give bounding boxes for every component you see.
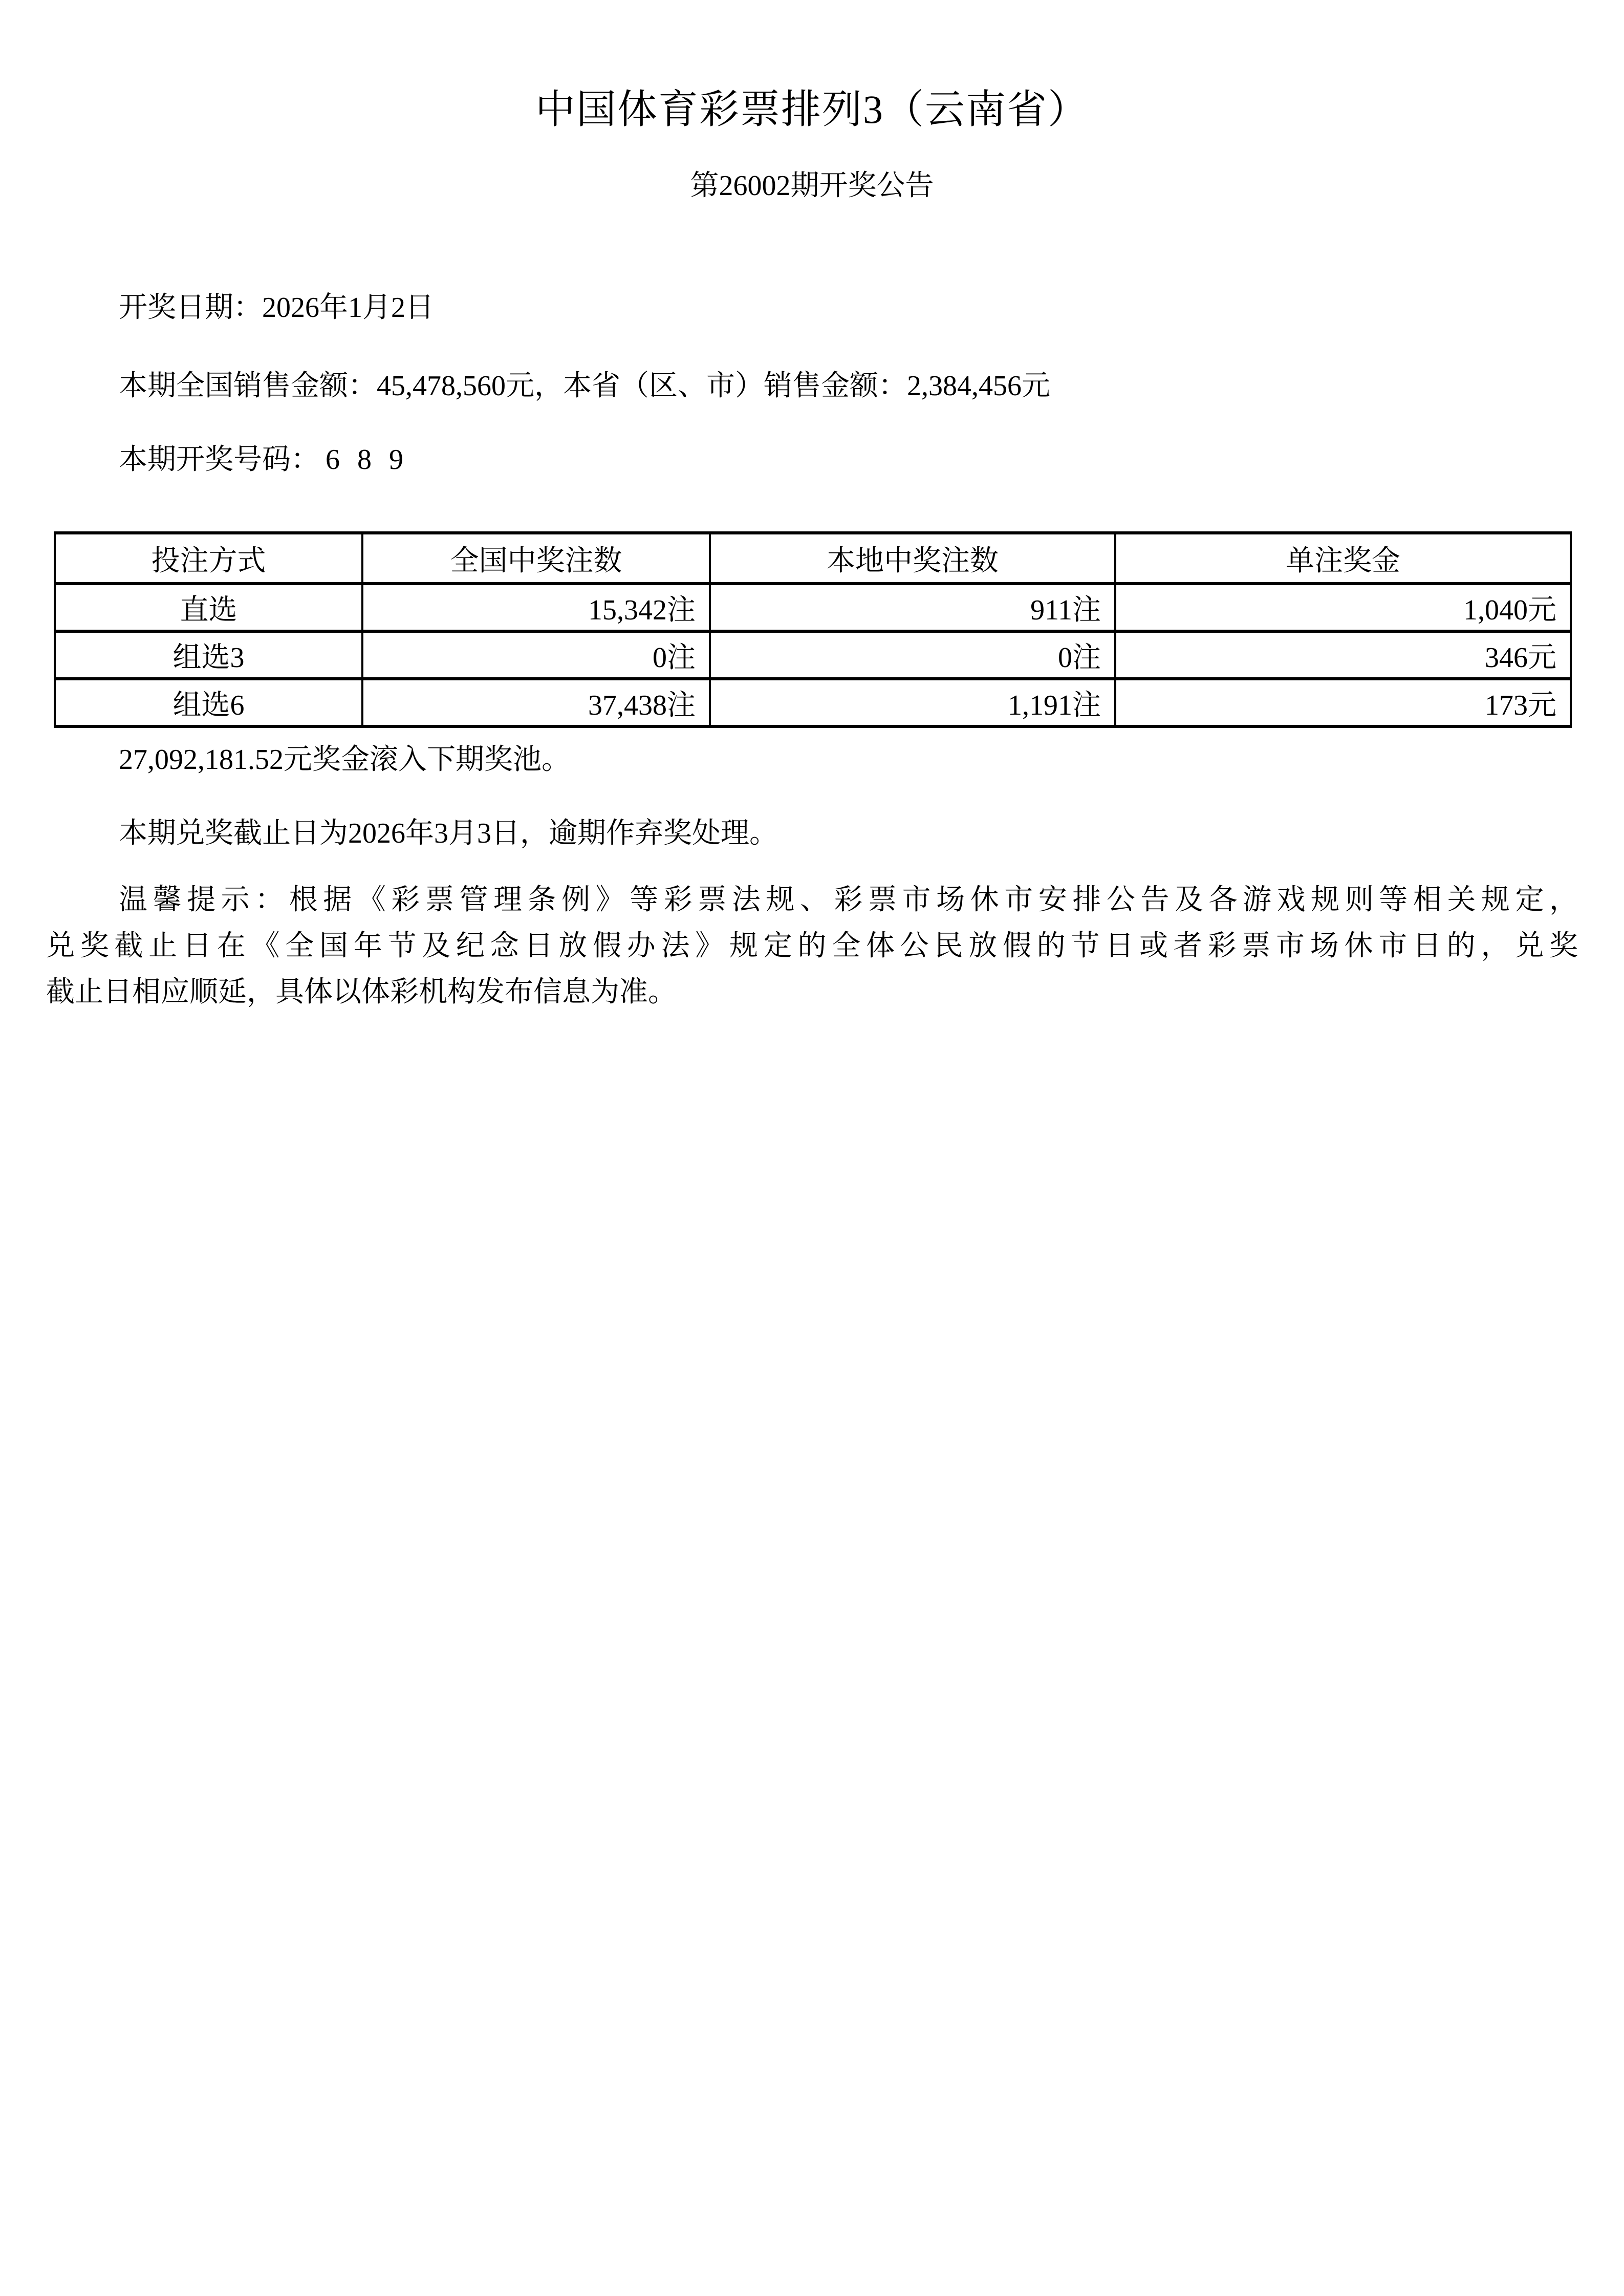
header-bet-type: 投注方式 <box>55 533 362 584</box>
page-subtitle: 第26002期开奖公告 <box>690 170 934 202</box>
rollover-line: 27,092,181.52元奖金滚入下期奖池。 <box>119 744 570 776</box>
cell-local-winners: 1,191注 <box>710 679 1115 726</box>
table-row-zuxuan6 <box>55 679 1571 726</box>
table-row-zhixuan <box>55 584 1571 631</box>
redeem-deadline-line: 本期兑奖截止日为2026年3月3日，逾期作弃奖处理。 <box>119 818 778 849</box>
winning-numbers-value: 6 8 9 <box>326 444 403 476</box>
page-title: 中国体育彩票排列3（云南省） <box>535 87 1089 132</box>
winning-numbers-label: 本期开奖号码： <box>119 444 319 476</box>
draw-date-line: 开奖日期：2026年1月2日 <box>119 292 434 324</box>
table-row-zuxuan3 <box>55 631 1571 679</box>
header-national-winners: 全国中奖注数 <box>362 533 710 584</box>
cell-prize: 1,040元 <box>1115 584 1571 631</box>
cell-local-winners: 911注 <box>710 584 1115 631</box>
cell-national-winners: 37,438注 <box>362 679 710 726</box>
cell-bet-type: 组选3 <box>55 631 362 679</box>
cell-prize: 173元 <box>1115 679 1571 726</box>
cell-prize: 346元 <box>1115 631 1571 679</box>
header-prize-per-bet: 单注奖金 <box>1115 533 1571 584</box>
reminder-line-2: 兑奖截止日在《全国年节及纪念日放假办法》规定的全体公民放假的节日或者彩票市场休市日的，兑奖 <box>46 930 1578 962</box>
reminder-paragraph <box>46 877 1578 1015</box>
prize-table <box>54 531 1572 728</box>
reminder-line-3: 截止日相应顺延，具体以体彩机构发布信息为准。 <box>46 976 677 1008</box>
prize-table-header-row <box>55 533 1571 584</box>
cell-national-winners: 15,342注 <box>362 584 710 631</box>
cell-national-winners: 0注 <box>362 631 710 679</box>
cell-local-winners: 0注 <box>710 631 1115 679</box>
sales-amount-line: 本期全国销售金额：45,478,560元，本省（区、市）销售金额：2,384,456元 <box>119 370 1050 402</box>
reminder-line-1: 温馨提示：根据《彩票管理条例》等彩票法规、彩票市场休市安排公告及各游戏规则等相关规定， <box>119 884 1578 916</box>
cell-bet-type: 直选 <box>55 584 362 631</box>
winning-numbers-line <box>46 442 1578 478</box>
header-local-winners: 本地中奖注数 <box>710 533 1115 584</box>
cell-bet-type: 组选6 <box>55 679 362 726</box>
